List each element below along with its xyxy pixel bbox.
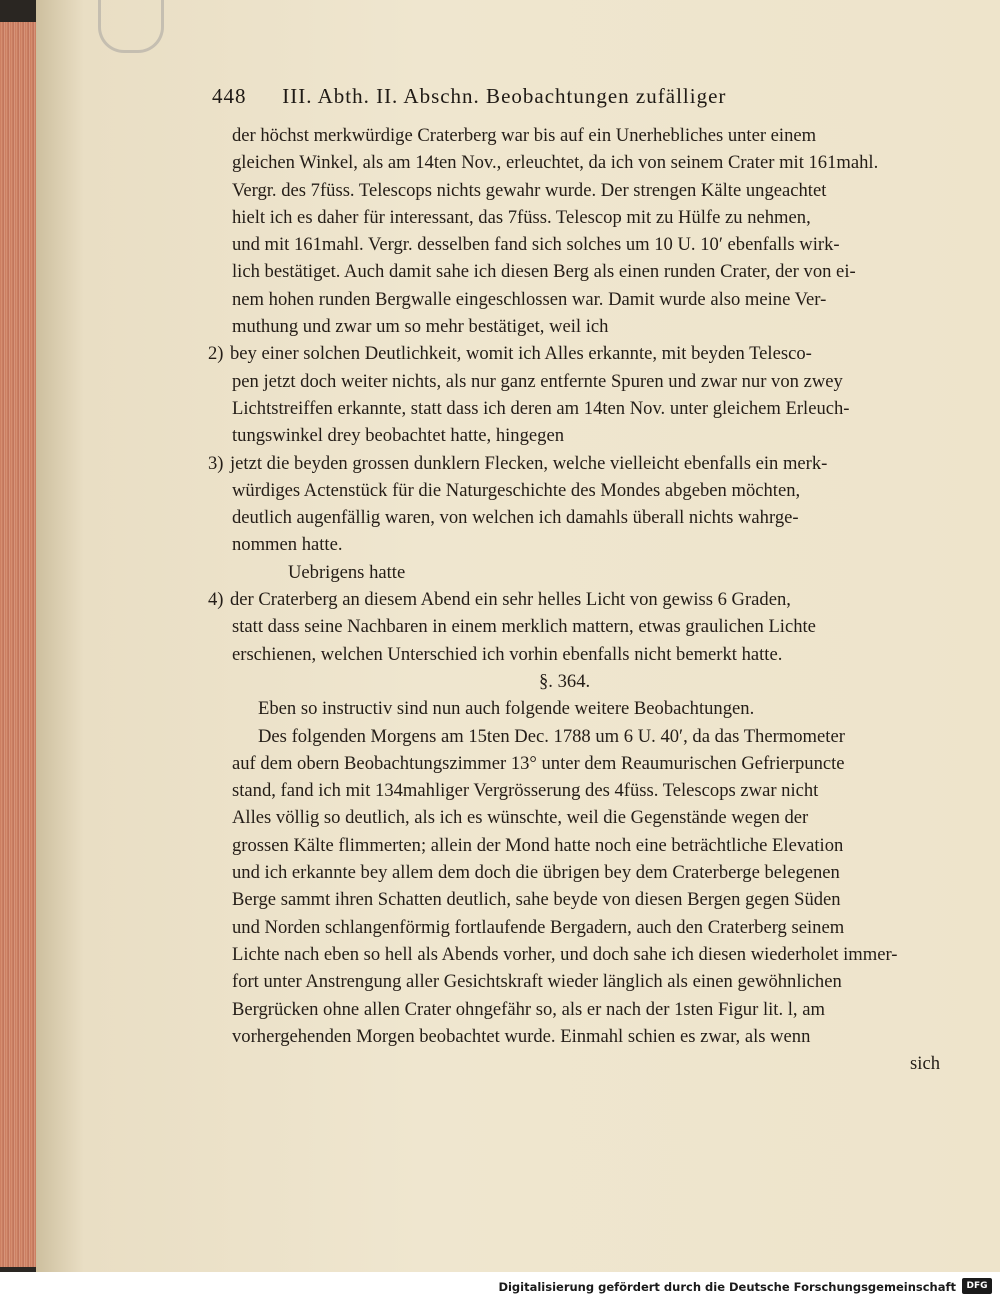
funding-notice: Digitalisierung gefördert durch die Deutsche Forschungsgemeinschaft bbox=[498, 1280, 956, 1294]
text-line: der höchst merkwürdige Craterberg war bis auf ein Unerhebliches unter einem bbox=[232, 125, 817, 146]
text-line: lich bestätiget. Auch damit sahe ich diesen Berg als einen runden Crater, der von ei- bbox=[232, 261, 856, 283]
text-line: Eben so instructiv sind nun auch folgende weitere Beobachtungen. bbox=[258, 698, 755, 720]
text-line: nem hohen runden Bergwalle eingeschlossen war. Damit wurde also meine Ver- bbox=[232, 288, 827, 310]
text-line: und mit 161mahl. Vergr. desselben fand sich solches um 10 U. 10′ ebenfalls wirk- bbox=[232, 234, 840, 256]
item-number: 2) bbox=[208, 343, 224, 365]
running-head: III. Abth. II. Abschn. Beobachtungen zufälliger bbox=[282, 84, 727, 108]
text-line: muthung und zwar um so mehr bestätiget, weil ich bbox=[232, 316, 609, 338]
text-line: vorhergehenden Morgen beobachtet wurde. Einmahl schien es zwar, als wenn bbox=[232, 1025, 811, 1047]
text-line: grossen Kälte flimmerten; allein der Mond hatte noch eine beträchtliche Elevation bbox=[232, 834, 844, 856]
item-number: 4) bbox=[208, 589, 224, 611]
text-line: deutlich augenfällig waren, von welchen ich damahls überall nichts wahrge- bbox=[232, 507, 799, 529]
text-line: tungswinkel drey beobachtet hatte, hingegen bbox=[232, 425, 565, 447]
text-line: nommen hatte. bbox=[232, 534, 343, 556]
text-line: Lichte nach eben so hell als Abends vorher, und doch sahe ich diesen wiederholet immer- bbox=[232, 943, 898, 965]
text-line: und Norden schlangenförmig fortlaufende Bergadern, auch den Craterberg seinem bbox=[232, 916, 845, 938]
text-line: hielt ich es daher für interessant, das 7füss. Telescop mit zu Hülfe zu nehmen, bbox=[232, 206, 811, 228]
text-line: stand, fand ich mit 134mahliger Vergrösserung des 4füss. Telescops zwar nicht bbox=[232, 780, 819, 802]
text-line: Lichtstreiffen erkannte, statt dass ich deren am 14ten Nov. unter gleichem Erleuch- bbox=[232, 397, 850, 419]
dfg-logo-icon: DFG bbox=[962, 1278, 992, 1294]
transition-line: Uebrigens hatte bbox=[288, 561, 406, 583]
page-number: 448 bbox=[212, 84, 247, 108]
text-line: Des folgenden Morgens am 15ten Dec. 1788 um 6 U. 40′, da das Thermometer bbox=[258, 725, 845, 747]
book-page-edges bbox=[0, 22, 37, 1267]
paper-clip-mark bbox=[98, 0, 164, 53]
catchword: sich bbox=[910, 1053, 940, 1075]
text-line: Alles völlig so deutlich, als ich es wünschte, weil die Gegenstände wegen der bbox=[232, 807, 809, 829]
text-line: Bergrücken ohne allen Crater ohngefähr so, als er nach der 1sten Figur lit. l, am bbox=[232, 998, 825, 1020]
text-line: der Craterberg an diesem Abend ein sehr helles Licht von gewiss 6 Graden, bbox=[230, 589, 791, 611]
page-header bbox=[212, 84, 902, 114]
page-body bbox=[208, 122, 948, 1077]
footer-bar bbox=[0, 1272, 1000, 1300]
text-line: bey einer solchen Deutlichkeit, womit ich Alles erkannte, mit beyden Telesco- bbox=[230, 343, 812, 365]
item-number: 3) bbox=[208, 452, 224, 474]
text-line: fort unter Anstrengung aller Gesichtskraft wieder länglich als einen gewöhnlichen bbox=[232, 971, 842, 993]
text-line: jetzt die beyden grossen dunklern Flecken, welche vielleicht ebenfalls ein merk- bbox=[230, 452, 828, 474]
text-line: auf dem obern Beobachtungszimmer 13° unter dem Reaumurischen Gefrierpuncte bbox=[232, 752, 845, 774]
text-line: pen jetzt doch weiter nichts, als nur ganz entfernte Spuren und zwar nur von zwey bbox=[232, 370, 843, 392]
text-line: Berge sammt ihren Schatten deutlich, sahe beyde von diesen Bergen gegen Süden bbox=[232, 889, 841, 911]
text-line: statt dass seine Nachbaren in einem merklich mattern, etwas graulichen Lichte bbox=[232, 616, 816, 638]
text-line: gleichen Winkel, als am 14ten Nov., erleuchtet, da ich von seinem Crater mit 161mahl. bbox=[232, 152, 879, 174]
section-heading: §. 364. bbox=[539, 670, 591, 692]
text-line: würdiges Actenstück für die Naturgeschichte des Mondes abgeben möchten, bbox=[232, 479, 801, 501]
text-line: erschienen, welchen Unterschied ich vorhin ebenfalls nicht bemerkt hatte. bbox=[232, 643, 783, 665]
text-line: Vergr. des 7füss. Telescops nichts gewahr wurde. Der strengen Kälte ungeachtet bbox=[232, 179, 827, 201]
text-line: und ich erkannte bey allem dem doch die übrigen bey dem Craterberge belegenen bbox=[232, 862, 840, 884]
